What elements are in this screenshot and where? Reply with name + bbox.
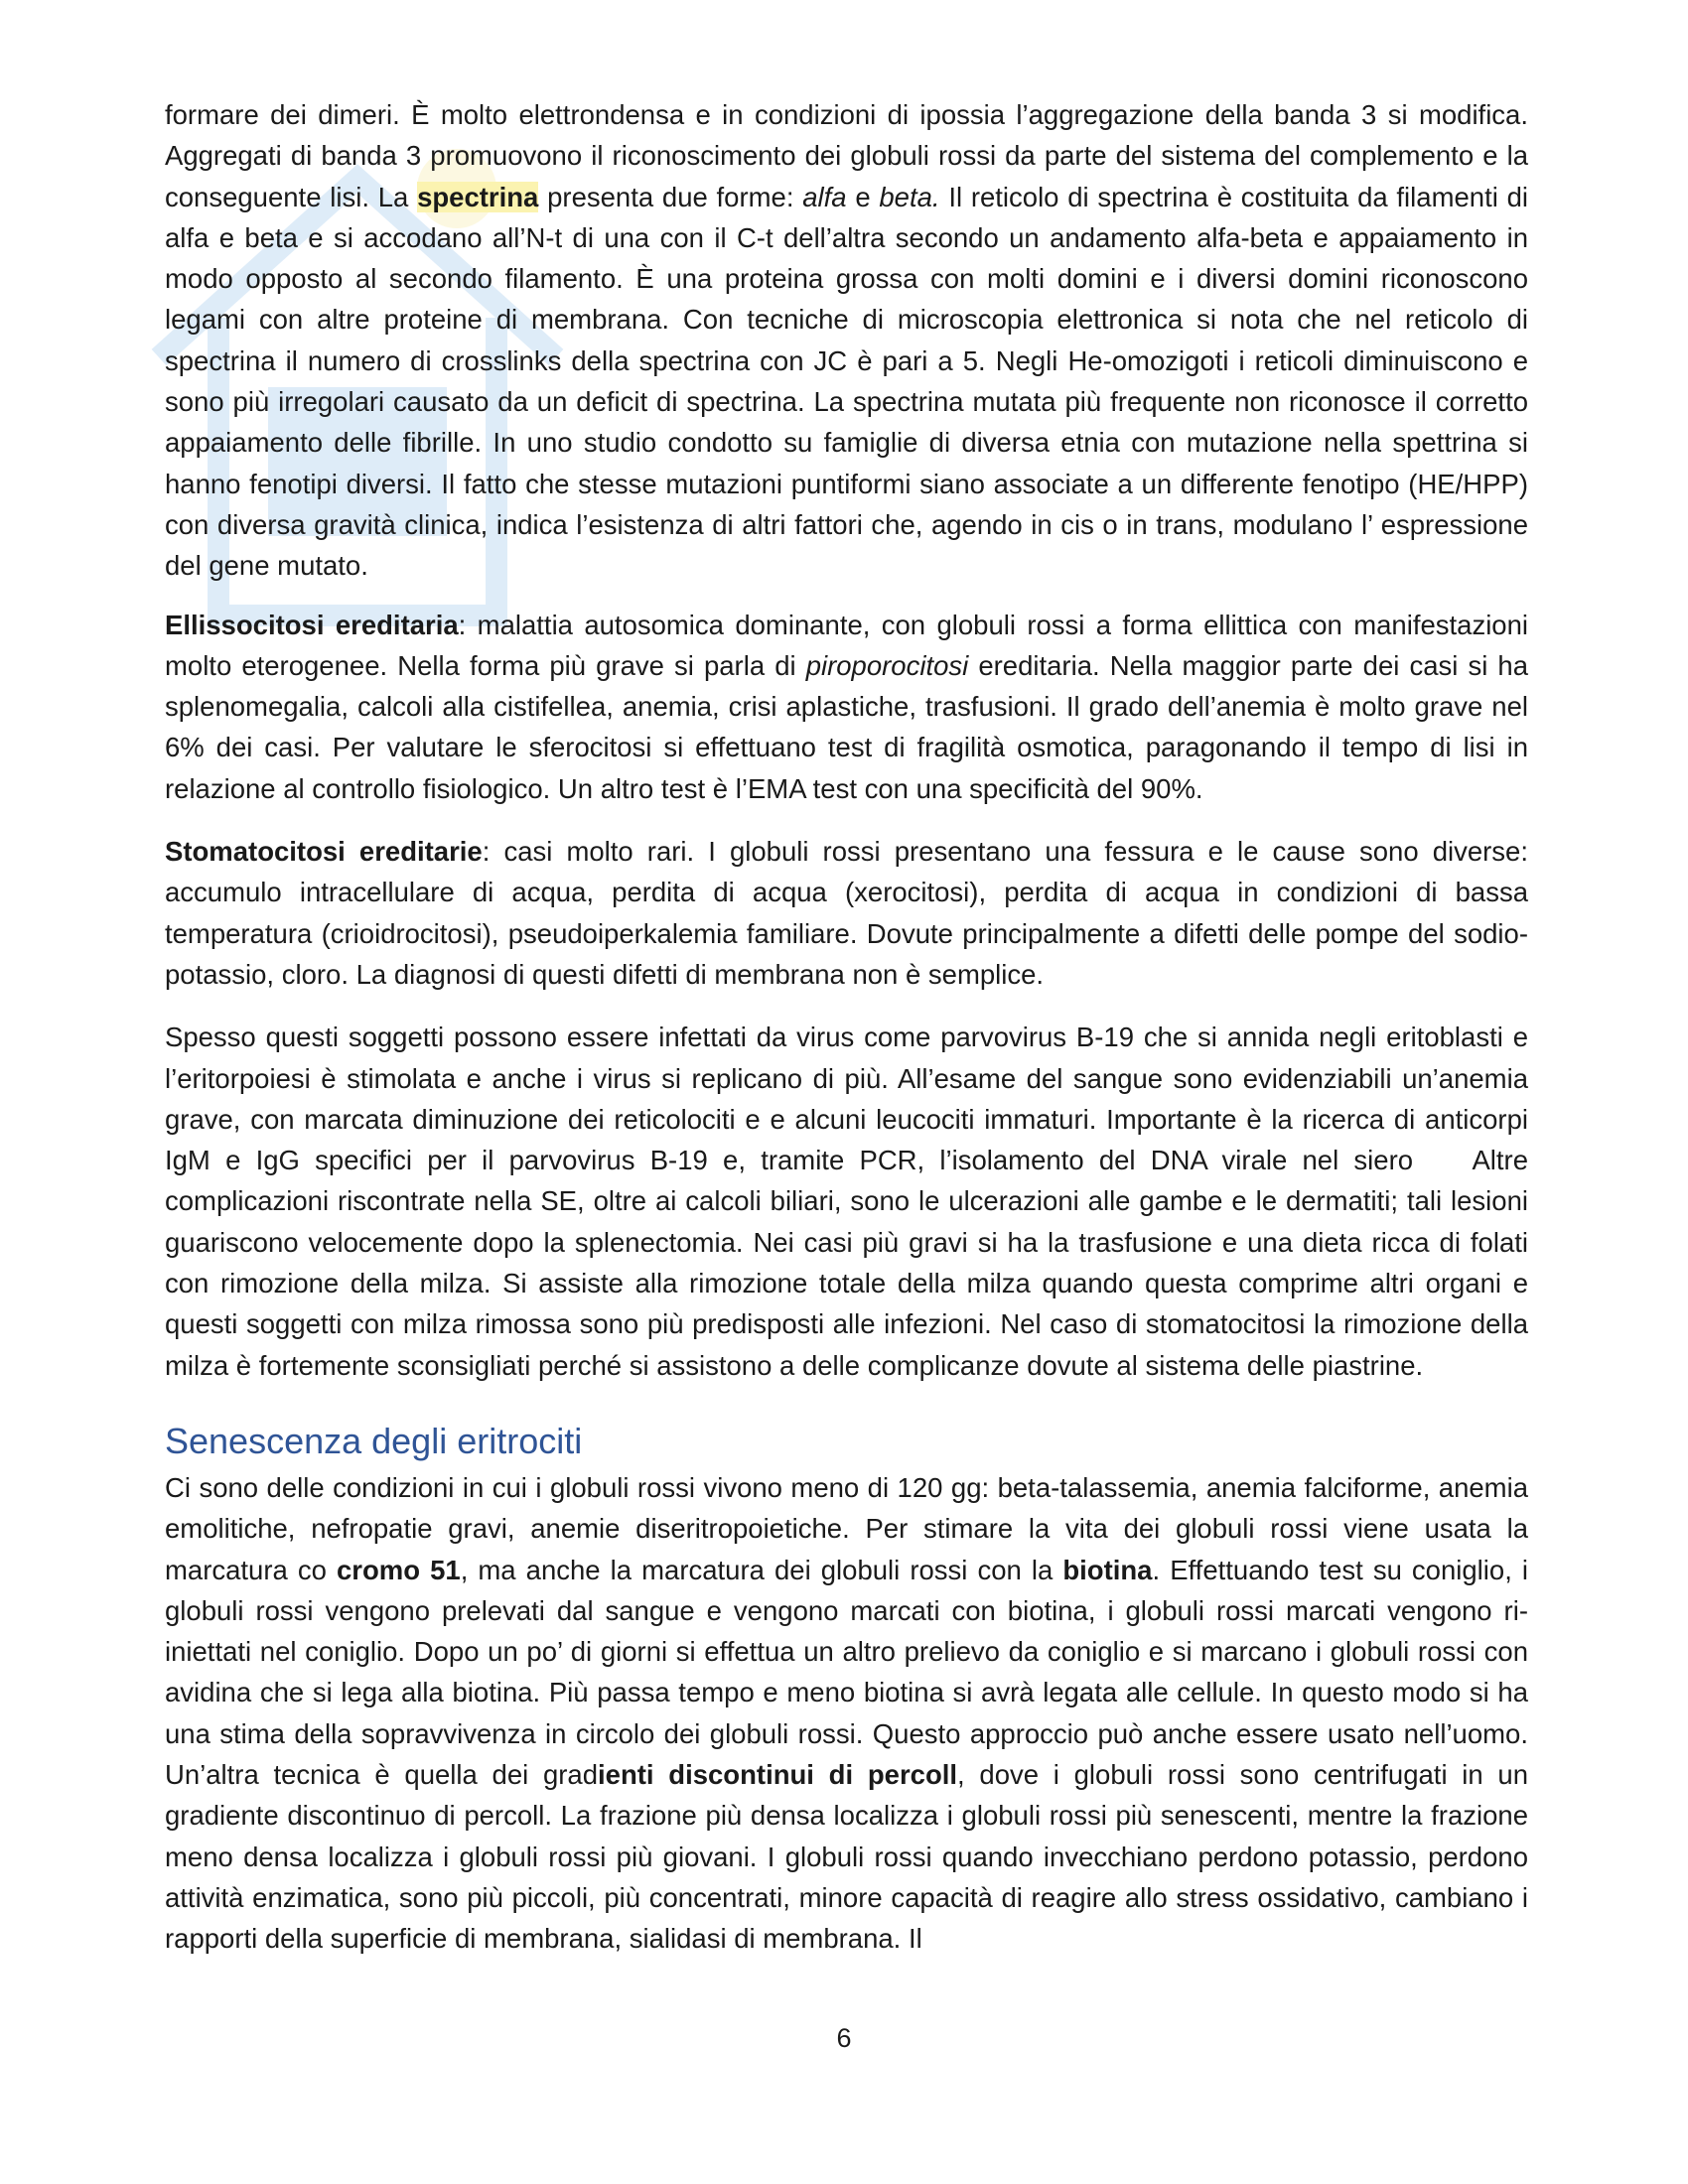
term-stomatocitosi: Stomatocitosi ereditarie <box>165 836 483 868</box>
term-biotina: biotina <box>1062 1554 1153 1585</box>
term-spectrina: spectrina <box>417 181 539 212</box>
paragraph-stomatocytosis: Stomatocitosi ereditarie: casi molto rari. I globuli rossi presentano una fessura e le cause sono diverse: accumulo intracellulare di acqua, perdita di acqua (xerocitosi), perdita di acqua in condizioni di bassa temperatura (crioidrocitosi), pseudoiperkalemia familiare. Dovute principalmente a difetti delle pompe del sodio-potassio, cloro. La diagnosi di questi difetti di membrana non è semplice. <box>165 836 1528 990</box>
term-piroporocitosi: piroporocitosi <box>805 649 969 681</box>
section-heading: Senescenza degli eritrociti <box>165 1420 583 1461</box>
term-percoll: ienti discontinui di percoll <box>598 1758 958 1790</box>
term-cromo-51: cromo 51 <box>336 1554 461 1585</box>
paragraph-parvovirus: Spesso questi soggetti possono essere infettati da virus come parvovirus B-19 che si annida negli eritoblasti e l’eritorpoiesi è stimolata e anche i virus si replicano di più. All’esame del sangue sono evidenziabili un’anemia grave, con marcata diminuzione dei reticolociti e e alcuni leucociti immaturi. Importante è la ricerca di anticorpi IgM e IgG specifici per il parvovirus B-19 e, tramite PCR, l’isolamento del DNA virale nel siero Altre complicazioni riscontrate nella SE, oltre ai calcoli biliari, sono le ulcerazioni alle gambe e le dermatiti; tali lesioni guariscono velocemente dopo la splenectomia. Nei casi più gravi si ha la trasfusione e una dieta ricca di folati con rimozione della milza. Si assiste alla rimozione totale della milza quando questa comprime altri organi e questi soggetti con milza rimossa sono più predisposti alle infezioni. Nel caso di stomatocitosi la rimozione della milza è fortemente sconsigliati perché si assistono a delle complicanze dovute al sistema delle piastrine. <box>165 1022 1536 1381</box>
paragraph-elliptocytosis: Ellissocitosi ereditaria: malattia autosomica dominante, con globuli rossi a forma ellittica con manifestazioni molto eterogenee. Nella forma più grave si parla di piroporocitosi ereditaria. Nella maggior parte dei casi si ha splenomegalia, calcoli alla cistifellea, anemia, crisi aplastiche, trasfusioni. Il grado dell’anemia è molto grave nel 6% dei casi. Per valutare le sferocitosi si effettuano test di fragilità osmotica, paragonando il tempo di lisi in relazione al controllo fisiologico. Un altro test è l’EMA test con una specificità del 90%. <box>165 609 1529 804</box>
term-alfa: alfa <box>802 181 847 212</box>
term-ellissocitosi: Ellissocitosi ereditaria <box>165 609 459 640</box>
paragraph-senescence: Ci sono delle condizioni in cui i globuli rossi vivono meno di 120 gg: beta-talassemia, anemia falciforme, anemia emolitiche, nefropatie gravi, anemie diseritropoietiche. Per stimare la vita dei globuli rossi viene usata la marcatura co cromo 51, ma anche la marcatura dei globuli rossi con la biotina. Effettuando test su coniglio, i globuli rossi vengono prelevati dal sangue e vengono marcati con biotina, i globuli rossi marcati vengono ri-iniettati nel coniglio. Dopo un po’ di giorni si effettua un altro prelievo da coniglio e si marcano i globuli rossi con avidina che si lega alla biotina. Più passa tempo e meno biotina si avrà legata alle cellule. In questo modo si ha una stima della sopravvivenza in circolo dei globuli rossi. Questo approccio può anche essere usato nell’uomo. Un’altra tecnica è quella dei gradienti discontinui di percoll, dove i globuli rossi sono centrifugati in un gradiente discontinuo di percoll. La frazione più densa localizza i globuli rossi più senescenti, mentre la frazione meno densa localizza i globuli rossi più giovani. I globuli rossi quando invecchiano perdono potassio, perdono attività enzimatica, sono più piccoli, più concentrati, minore capacità di reagire allo stress ossidativo, cambiano i rapporti della superficie di membrana, sialidasi di membrana. Il <box>165 1471 1529 1955</box>
term-beta: beta. <box>879 181 940 212</box>
page-number: 6 <box>836 2023 852 2053</box>
paragraph-spectrin: formare dei dimeri. È molto elettrondensa e in condizioni di ipossia l’aggregazione della banda 3 si modifica. Aggregati di banda 3 promuovono il riconoscimento dei globuli rossi da parte del sistema del complemento e la conseguente lisi. La spectrina presenta due forme: alfa e beta. Il reticolo di spectrina è costituita da filamenti di alfa e beta e si accodano all’N-t di una con il C-t dell’altra secondo un andamento alfa-beta e appaiamento in modo opposto al secondo filamento. È una proteina grossa con molti domini e i diversi domini riconoscono legami con altre proteine di membrana. Con tecniche di microscopia elettronica si nota che nel reticolo di spectrina il numero di crosslinks della spectrina con JC è pari a 5. Negli He-omozigoti i reticoli diminuiscono e sono più irregolari causato da un deficit di spectrina. La spectrina mutata più frequente non riconosce il corretto appaiamento delle fibrille. In uno studio condotto su famiglie di diversa etnia con mutazione nella spettrina si hanno fenotipi diversi. Il fatto che stesse mutazioni puntiformi siano associate a un differente fenotipo (HE/HPP) con diversa gravità clinica, indica l’esistenza di altri fattori che, agendo in cis o in trans, modulano l’ espressione del gene mutato. <box>165 99 1528 582</box>
document-body <box>165 94 1536 1980</box>
